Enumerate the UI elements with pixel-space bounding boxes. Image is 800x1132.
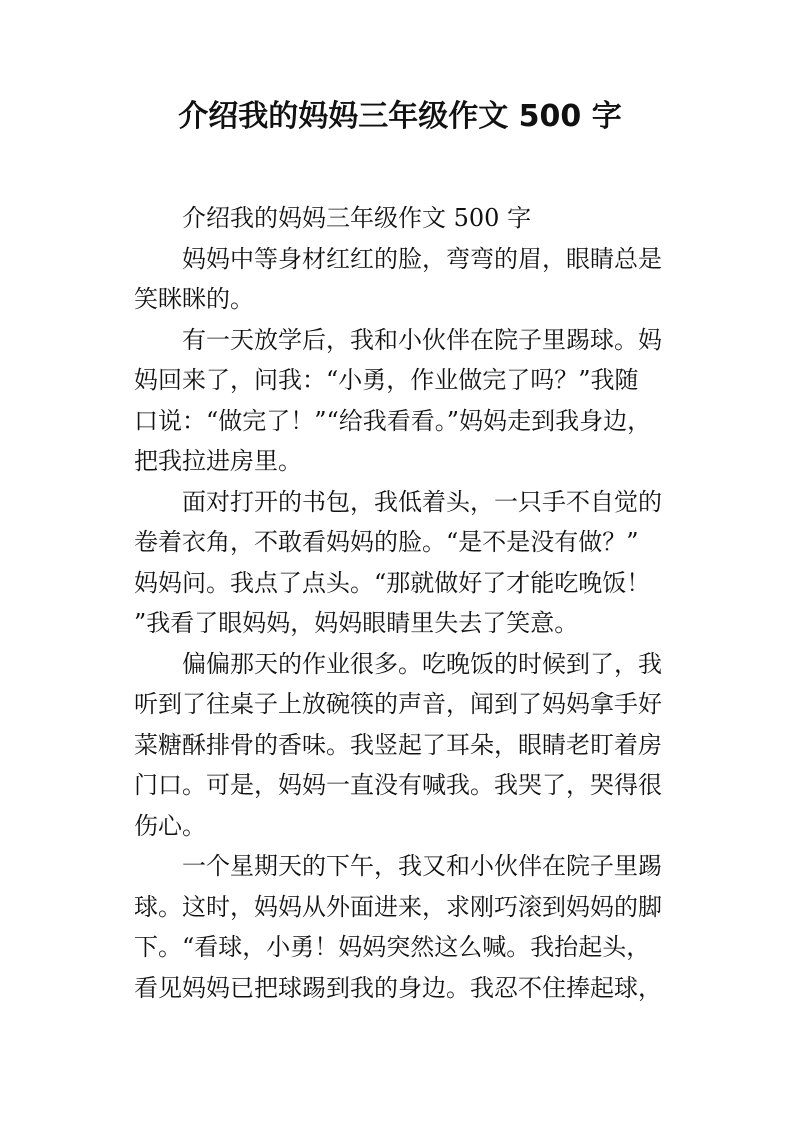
paragraph <box>134 846 672 1008</box>
paragraph <box>134 198 672 239</box>
text-line: 把我拉进房里。 <box>134 447 302 475</box>
text-line: 偏偏那天的作业很多。吃晚饭的时候到了，我 <box>182 649 662 678</box>
text-line: 介绍我的妈妈三年级作文 500 字 <box>182 204 532 232</box>
text-line: 妈妈中等身材红红的脸，弯弯的眉，眼睛总是 <box>182 244 662 273</box>
text-line: 伤心。 <box>134 811 206 840</box>
document-title: 介绍我的妈妈三年级作文 500 字 <box>178 99 622 134</box>
text-line: 菜糖酥排骨的香味。我竖起了耳朵，眼睛老盯着房 <box>134 730 662 759</box>
text-line: 面对打开的书包，我低着头，一只手不自觉的 <box>182 487 662 516</box>
text-line: 卷着衣角，不敢看妈妈的脸。“是不是没有做？” <box>134 528 639 556</box>
text-line: 下。“看球，小勇！妈妈突然这么喊。我抬起头， <box>134 933 651 961</box>
paragraph <box>134 482 672 644</box>
text-line: 一个星期天的下午，我又和小伙伴在院子里踢 <box>182 852 662 880</box>
paragraph <box>134 644 672 847</box>
paragraph <box>134 320 672 482</box>
text-line: 球。这时，妈妈从外面进来，求刚巧滚到妈妈的脚 <box>134 892 662 921</box>
text-line: 有一天放学后，我和小伙伴在院子里踢球。妈 <box>182 325 662 354</box>
document-body <box>134 198 672 1008</box>
text-line: 妈妈问。我点了点头。“那就做好了才能吃晚饭！ <box>134 568 651 597</box>
text-line: 看见妈妈已把球踢到我的身边。我忍不住捧起球， <box>134 973 662 1002</box>
paragraph <box>134 239 672 320</box>
text-line: 听到了往桌子上放碗筷的声音，闻到了妈妈拿手好 <box>134 690 662 718</box>
text-line: 妈回来了，问我：“小勇，作业做完了吗？”我随 <box>134 366 639 394</box>
text-line: ”我看了眼妈妈，妈妈眼睛里失去了笑意。 <box>134 609 579 637</box>
text-line: 笑眯眯的。 <box>134 285 254 313</box>
text-line: 门口。可是，妈妈一直没有喊我。我哭了，哭得很 <box>134 771 662 799</box>
text-line: 口说：“做完了！”“给我看看。”妈妈走到我身边， <box>134 406 652 435</box>
